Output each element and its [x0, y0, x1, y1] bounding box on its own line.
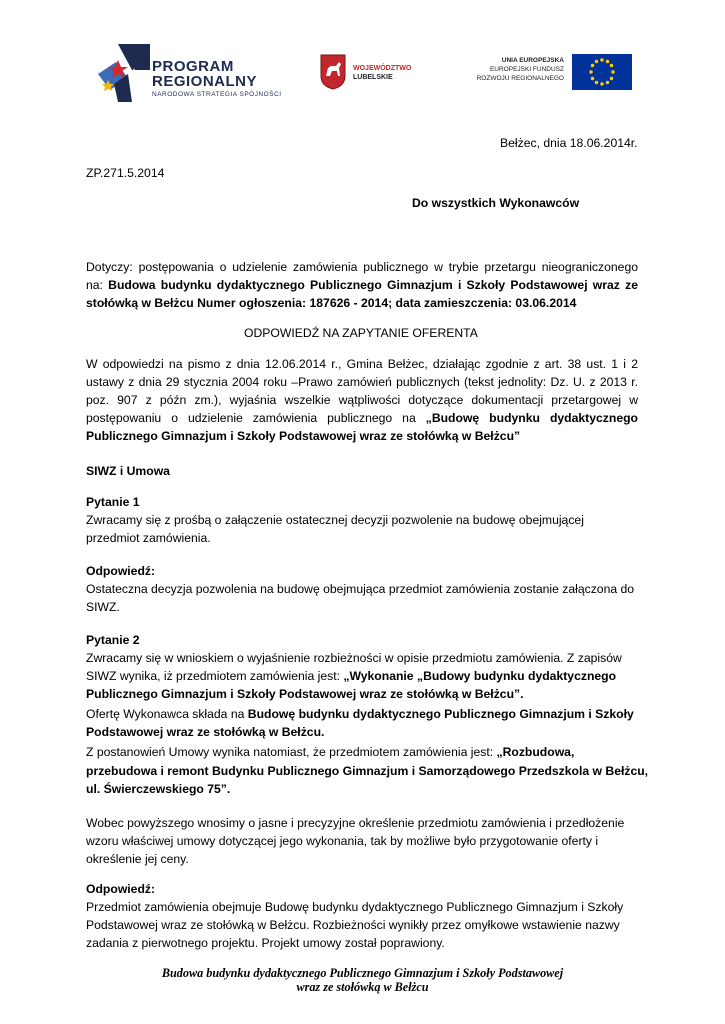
eu-label: [477, 56, 564, 83]
intro-line3: poz. 907 z późn zm.), wyjaśnia wszelkie wątpliwości dotyczące dokumentacji przetargowej w: [86, 393, 638, 407]
answer1-label: [86, 562, 155, 580]
question2-line8-title: ul. Świerczewskiego 75”.: [86, 782, 231, 796]
answer1-label-text: Odpowiedź:: [86, 564, 156, 578]
question2-line6: [86, 743, 574, 761]
eu-line1: UNIA EUROPEJSKA: [501, 57, 564, 64]
question2-line3-title: Publicznego Gimnazjum i Szkoły Podstawowej wraz ze stołówką w Bełżcu”.: [86, 687, 524, 701]
lubelskie-shield-icon: [320, 54, 346, 90]
answer2-label: [86, 880, 155, 898]
program-subtitle: NARODOWA STRATEGIA SPÓJNOŚCI: [152, 91, 282, 98]
header-logos: [0, 42, 725, 102]
answer2-line2: Podstawowej wraz ze stołówką w Bełżcu. Rozbieżności wynikły przez omyłkowe wstawienie nazwy: [86, 918, 620, 932]
dotyczy-title: Budowa budynku dydaktycznego Publicznego Gimnazjum i Szkoły Podstawowej wraz ze: [108, 278, 638, 292]
program-regionalny-emblem-icon: [98, 44, 150, 102]
question1-line2: przedmiot zamówienia.: [86, 531, 211, 545]
eu-flag-icon: [572, 54, 632, 90]
question2-line4-title: Budowę budynku dydaktycznego Publicznego Gimnazjum i Szkoły: [247, 707, 634, 721]
question2-line2: [86, 667, 616, 685]
answer2-line1: Przedmiot zamówienia obejmuje Budowę budynku dydaktycznego Publicznego Gimnazjum i Szkoły: [86, 900, 624, 914]
question1-label: [86, 493, 140, 511]
question2-line4: [86, 705, 634, 723]
section-title-text: SIWZ i Umowa: [86, 464, 170, 478]
question2-line6-title: „Rozbudowa,: [496, 745, 575, 759]
question2-line8: [86, 780, 230, 798]
question2-line5: [86, 723, 324, 741]
question2-line2-text: SIWZ wynika, iż przedmiotem zamówienia jest:: [86, 669, 344, 683]
footer-line2: wraz ze stołówką w Bełżcu: [296, 980, 429, 994]
reference-number: ZP.271.5.2014: [86, 166, 165, 180]
question2-line7-title: przebudowa i remont Budynku Publicznego Gimnazjum i Samorządowego Przedszkola w Bełżcu,: [86, 764, 649, 778]
question2-line3: [86, 685, 524, 703]
answer1-line2: SIWZ.: [86, 600, 120, 614]
section-title: [86, 462, 170, 480]
dotyczy-line3: [86, 294, 576, 312]
intro-line4-title: „Budowę budynku dydaktycznego: [425, 411, 638, 425]
dotyczy-notice: stołówką w Bełżcu Numer ogłoszenia: 187626 - 2014; data zamieszczenia: 03.06.2014: [86, 296, 577, 310]
wojewodztwo-line1: WOJEWÓDZTWO: [353, 65, 412, 72]
intro-line4: [86, 409, 638, 427]
wojewodztwo-label: [353, 64, 411, 82]
intro-line4-text: postępowaniu o udzielenie zamówienia publicznego na: [86, 411, 426, 425]
question2b-line2: wzoru właściwej umowy dotyczącej jego wykonania, tak by możliwe było przygotowanie oferty i: [86, 834, 599, 848]
question2-line4-text: Ofertę Wykonawca składa na: [86, 707, 248, 721]
program-title-line1: PROGRAM: [152, 58, 234, 75]
footer-line1: Budowa budynku dydaktycznego Publicznego Gimnazjum i Szkoły Podstawowej: [161, 966, 564, 980]
question2-line2-title: „Wykonanie „Budowy budynku dydaktycznego: [343, 669, 617, 683]
eu-logo: [470, 54, 632, 92]
recipient: [412, 194, 579, 212]
answer1-line1: Ostateczna decyzja pozwolenia na budowę obejmująca przedmiot zamówienia zostanie załączona do: [86, 582, 635, 596]
question2-line7: [86, 762, 648, 780]
recipient-text: Do wszystkich Wykonawców: [412, 196, 580, 210]
wojewodztwo-line2: LUBELSKIE: [353, 74, 393, 81]
question2-line1: Zwracamy się w wnioskiem o wyjaśnienie rozbieżności w opisie przedmiotu zamówienia. Z zapisów: [86, 651, 622, 665]
question1-line1: Zwracamy się z prośbą o załączenie ostatecznej decyzji pozwolenie na budowę obejmującej: [86, 513, 584, 527]
question2b-line1: Wobec powyższego wnosimy o jasne i precyzyjne określenie przedmiotu zamówienia i przedłożenie: [86, 816, 625, 830]
answer2-label-text: Odpowiedź:: [86, 882, 156, 896]
dotyczy-prefix: na:: [86, 278, 109, 292]
document-heading: ODPOWIEDŹ NA ZAPYTANIE OFERENTA: [244, 326, 478, 340]
intro-line1: W odpowiedzi na pismo z dnia 12.06.2014 r., Gmina Bełżec, działając zgodnie z art. 38 ust. 1 i 2: [86, 357, 638, 371]
wojewodztwo-lubelskie-logo: [320, 54, 440, 94]
question2-line5-title: Podstawowej wraz ze stołówką w Bełżcu.: [86, 725, 325, 739]
dotyczy-line2: [86, 276, 638, 294]
program-title-line2: REGIONALNY: [152, 73, 258, 90]
answer2-line3: zadania z pierwotnego projektu. Projekt umowy został poprawiony.: [86, 936, 445, 950]
question2-line6-text: Z postanowień Umowy wynika natomiast, że przedmiotem zamówienia jest:: [86, 745, 497, 759]
question1-label-text: Pytanie 1: [86, 495, 140, 509]
question2b-line3: określenie jej ceny.: [86, 852, 189, 866]
program-regionalny-logo: [98, 44, 298, 102]
question2-label: [86, 631, 140, 649]
question2-label-text: Pytanie 2: [86, 633, 140, 647]
dotyczy-line1: Dotyczy: postępowania o udzielenie zamówienia publicznego w trybie przetargu nieograniczonego: [86, 260, 638, 274]
intro-line2: ustawy z dnia 29 stycznia 2004 roku –Prawo zamówień publicznych (tekst jednolity: Dz. U. z 2013 r.: [86, 375, 638, 389]
eu-line2: EUROPEJSKI FUNDUSZ: [489, 66, 564, 73]
document-date: Bełżec, dnia 18.06.2014r.: [500, 136, 638, 150]
eu-line3: ROZWOJU REGIONALNEGO: [476, 75, 564, 82]
intro-line5-title: Publicznego Gimnazjum i Szkoły Podstawowej wraz ze stołówką w Bełżcu”: [86, 429, 521, 443]
intro-line5: [86, 427, 520, 445]
